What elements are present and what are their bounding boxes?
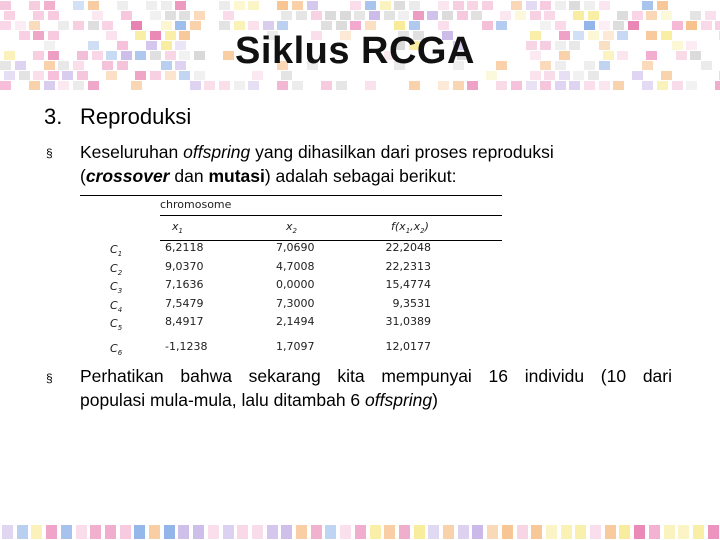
decor-tile xyxy=(414,525,425,539)
decor-tile xyxy=(686,81,697,90)
decor-tile xyxy=(394,21,405,30)
decor-tile xyxy=(384,11,395,20)
decor-tile xyxy=(292,1,303,10)
decor-tile xyxy=(657,1,668,10)
decor-tile xyxy=(190,81,201,90)
decor-tile xyxy=(190,21,201,30)
decor-tile xyxy=(599,81,610,90)
decor-tile xyxy=(15,21,26,30)
decor-tile xyxy=(73,81,84,90)
decor-tile xyxy=(175,1,186,10)
decor-tile xyxy=(555,81,566,90)
header-fitness: $f(x_1,x_2)$ xyxy=(391,220,429,236)
decor-tile xyxy=(646,11,657,20)
decor-tile xyxy=(467,1,478,10)
decor-tile xyxy=(428,525,439,539)
decor-tile xyxy=(605,525,616,539)
table-top-rule xyxy=(80,195,502,196)
decor-tile xyxy=(599,1,610,10)
cell-fitness: 15,4774 xyxy=(385,278,431,292)
footer-decoration xyxy=(0,522,720,540)
decor-tile xyxy=(642,1,653,10)
row-label: $C_3$ xyxy=(110,280,123,296)
decor-tile xyxy=(76,525,87,539)
decor-tile xyxy=(457,11,468,20)
decor-tile xyxy=(219,1,230,10)
decor-tile xyxy=(193,525,204,539)
decor-tile xyxy=(588,11,599,20)
cell-x2: 7,3000 xyxy=(276,296,315,310)
decor-tile xyxy=(0,81,11,90)
cell-fitness: 31,0389 xyxy=(385,315,431,329)
slide-title: Siklus RCGA xyxy=(235,30,475,72)
decor-tile xyxy=(502,525,513,539)
bullet-icon: § xyxy=(46,371,53,385)
decor-tile xyxy=(693,525,704,539)
decor-tile xyxy=(134,525,145,539)
decor-tile xyxy=(398,11,409,20)
decor-tile xyxy=(17,525,28,539)
decor-tile xyxy=(263,21,274,30)
decor-tile xyxy=(642,81,653,90)
decor-tile xyxy=(453,1,464,10)
decor-tile xyxy=(365,21,376,30)
decor-tile xyxy=(350,1,361,10)
decor-tile xyxy=(29,21,40,30)
section-title: Reproduksi xyxy=(80,104,192,129)
cell-x1: 6,2118 xyxy=(165,241,204,254)
decor-tile xyxy=(204,81,215,90)
decor-tile xyxy=(613,81,624,90)
para2-line2: populasi mula-mula, lalu ditambah 6 offspring) xyxy=(80,390,438,410)
decor-tile xyxy=(208,525,219,539)
decor-tile xyxy=(178,525,189,539)
decor-tile xyxy=(33,11,44,20)
decor-tile xyxy=(705,11,716,20)
cell-fitness: 12,0177 xyxy=(385,340,431,353)
decor-tile xyxy=(573,11,584,20)
decor-tile xyxy=(599,21,610,30)
decor-tile xyxy=(526,1,537,10)
decor-tile xyxy=(234,21,245,30)
decor-tile xyxy=(31,525,42,539)
decor-tile xyxy=(311,11,322,20)
decor-tile xyxy=(413,11,424,20)
decor-tile xyxy=(0,21,11,30)
decor-tile xyxy=(544,11,555,20)
section-heading xyxy=(44,104,191,130)
decor-tile xyxy=(29,1,40,10)
decor-tile xyxy=(575,525,586,539)
para1-line2: (crossover dan mutasi) adalah sebagai berikut: xyxy=(80,166,457,186)
decor-tile xyxy=(540,81,551,90)
decor-tile xyxy=(686,21,697,30)
decor-tile xyxy=(380,1,391,10)
decor-tile xyxy=(336,81,347,90)
decor-tile xyxy=(120,525,131,539)
decor-tile xyxy=(223,525,234,539)
decor-tile xyxy=(73,21,84,30)
decor-tile xyxy=(2,525,13,539)
decor-tile xyxy=(234,1,245,10)
decor-tile xyxy=(526,81,537,90)
decor-tile xyxy=(48,11,59,20)
decor-tile xyxy=(438,81,449,90)
bullet-icon: § xyxy=(46,146,53,160)
decor-tile xyxy=(369,11,380,20)
decor-tile xyxy=(321,21,332,30)
decor-tile xyxy=(664,525,675,539)
decor-tile xyxy=(458,525,469,539)
cell-x2: 7,0690 xyxy=(276,241,315,254)
decor-tile xyxy=(584,81,595,90)
decor-tile xyxy=(325,11,336,20)
decor-tile xyxy=(438,21,449,30)
cell-x1: 9,0370 xyxy=(165,259,204,273)
decor-tile xyxy=(569,81,580,90)
decor-tile xyxy=(482,21,493,30)
decor-tile xyxy=(161,1,172,10)
decor-tile xyxy=(482,1,493,10)
decor-tile xyxy=(277,21,288,30)
decor-tile xyxy=(121,11,132,20)
decor-tile xyxy=(467,81,478,90)
decor-tile xyxy=(58,21,69,30)
decor-tile xyxy=(223,11,234,20)
cell-x1: 8,4917 xyxy=(165,315,204,329)
decor-tile xyxy=(165,11,176,20)
decor-tile xyxy=(409,81,420,90)
decor-tile xyxy=(354,11,365,20)
decor-tile xyxy=(311,525,322,539)
decor-tile xyxy=(4,11,15,20)
cell-fitness: 22,2048 xyxy=(385,241,431,254)
decor-tile xyxy=(355,525,366,539)
decor-tile xyxy=(105,525,116,539)
decor-tile xyxy=(194,11,205,20)
decor-tile xyxy=(219,81,230,90)
decor-tile xyxy=(88,1,99,10)
row-label: $C_5$ xyxy=(110,317,123,333)
decor-tile xyxy=(661,11,672,20)
para2-line1: Perhatikan bahwa sekarang kita mempunyai 16 individu (10 dari xyxy=(80,366,672,386)
decor-tile xyxy=(613,21,624,30)
decor-tile xyxy=(88,81,99,90)
decor-tile xyxy=(517,525,528,539)
decor-tile xyxy=(248,21,259,30)
decor-tile xyxy=(555,21,566,30)
decor-tile xyxy=(409,1,420,10)
decor-tile xyxy=(73,1,84,10)
decor-tile xyxy=(619,525,630,539)
decor-tile xyxy=(325,525,336,539)
paragraph-offspring xyxy=(80,140,672,188)
decor-tile xyxy=(487,525,498,539)
decor-tile xyxy=(632,11,643,20)
decor-tile xyxy=(340,525,351,539)
cell-x2: 0,0000 xyxy=(276,278,315,292)
para1-line1: Keseluruhan offspring yang dihasilkan dari proses reproduksi xyxy=(80,142,554,162)
cell-fitness: 22,2313 xyxy=(385,259,431,273)
decor-tile xyxy=(179,11,190,20)
paragraph-individuals xyxy=(80,364,672,412)
decor-tile xyxy=(399,525,410,539)
decor-tile xyxy=(321,81,332,90)
decor-tile xyxy=(307,1,318,10)
decor-tile xyxy=(409,21,420,30)
decor-tile xyxy=(164,525,175,539)
decor-tile xyxy=(29,81,40,90)
decor-tile xyxy=(584,21,595,30)
decor-tile xyxy=(555,1,566,10)
decor-tile xyxy=(394,1,405,10)
decor-tile xyxy=(61,525,72,539)
row-label: $C_6$ xyxy=(110,342,123,358)
decor-tile xyxy=(472,525,483,539)
cell-x1: -1,1238 xyxy=(165,340,208,353)
decor-tile xyxy=(511,81,522,90)
decor-tile xyxy=(281,11,292,20)
decor-tile xyxy=(569,1,580,10)
decor-tile xyxy=(496,81,507,90)
decor-tile xyxy=(281,525,292,539)
decor-tile xyxy=(715,21,720,30)
decor-tile xyxy=(92,11,103,20)
decor-tile xyxy=(443,525,454,539)
cell-fitness: 9,3531 xyxy=(392,296,431,310)
decor-tile xyxy=(442,11,453,20)
decor-tile xyxy=(540,1,551,10)
cell-x2: 4,7008 xyxy=(276,259,315,273)
decor-tile xyxy=(44,81,55,90)
decor-tile xyxy=(496,21,507,30)
decor-tile xyxy=(277,1,288,10)
decor-tile xyxy=(277,81,288,90)
decor-tile xyxy=(46,525,57,539)
decor-tile xyxy=(336,21,347,30)
decor-tile xyxy=(427,11,438,20)
header-x1: $x_1$ xyxy=(172,220,183,236)
decor-tile xyxy=(471,11,482,20)
decor-tile xyxy=(500,11,511,20)
section-number: 3. xyxy=(44,104,63,129)
decor-tile xyxy=(438,1,449,10)
decor-tile xyxy=(175,21,186,30)
decor-tile xyxy=(88,21,99,30)
decor-tile xyxy=(131,81,142,90)
decor-tile xyxy=(617,11,628,20)
row-label: $C_2$ xyxy=(110,261,123,277)
decor-tile xyxy=(0,1,11,10)
cell-x2: 1,7097 xyxy=(276,340,315,353)
decor-tile xyxy=(584,1,595,10)
decor-tile xyxy=(58,81,69,90)
decor-tile xyxy=(590,525,601,539)
decor-tile xyxy=(248,81,259,90)
decor-tile xyxy=(370,525,381,539)
decor-tile xyxy=(149,525,160,539)
decor-tile xyxy=(252,525,263,539)
chromosome-underline xyxy=(160,215,502,216)
decor-tile xyxy=(90,525,101,539)
decor-tile xyxy=(708,525,719,539)
decor-tile xyxy=(267,525,278,539)
decor-tile xyxy=(234,81,245,90)
decor-tile xyxy=(715,81,720,90)
decor-tile xyxy=(649,525,660,539)
decor-tile xyxy=(219,21,230,30)
decor-tile xyxy=(561,525,572,539)
decor-tile xyxy=(634,525,645,539)
decor-tile xyxy=(292,81,303,90)
header-bottom-rule xyxy=(160,240,502,241)
decor-tile xyxy=(540,21,551,30)
decor-tile xyxy=(672,21,683,30)
decor-tile xyxy=(672,81,683,90)
decor-tile xyxy=(365,1,376,10)
decor-tile xyxy=(384,525,395,539)
decor-tile xyxy=(150,11,161,20)
decor-tile xyxy=(296,525,307,539)
decor-tile xyxy=(530,11,541,20)
header-x2: $x_2$ xyxy=(286,220,297,236)
decor-tile xyxy=(690,11,701,20)
decor-tile xyxy=(511,1,522,10)
cell-x1: 7,1636 xyxy=(165,278,204,292)
decor-tile xyxy=(117,1,128,10)
decor-tile xyxy=(628,21,639,30)
decor-tile xyxy=(44,1,55,10)
row-label: $C_1$ xyxy=(110,243,123,259)
decor-tile xyxy=(701,21,712,30)
decor-tile xyxy=(546,525,557,539)
decor-tile xyxy=(161,21,172,30)
chromosome-group-header: chromosome xyxy=(160,198,232,211)
decor-tile xyxy=(350,21,361,30)
decor-tile xyxy=(340,11,351,20)
decor-tile xyxy=(657,81,668,90)
decor-tile xyxy=(531,525,542,539)
decor-tile xyxy=(248,1,259,10)
decor-tile xyxy=(102,21,113,30)
decor-tile xyxy=(237,525,248,539)
cell-x2: 2,1494 xyxy=(276,315,315,329)
decor-tile xyxy=(146,1,157,10)
decor-tile xyxy=(131,21,142,30)
decor-tile xyxy=(296,11,307,20)
row-label: $C_4$ xyxy=(110,298,123,314)
decor-tile xyxy=(678,525,689,539)
decor-tile xyxy=(515,11,526,20)
cell-x1: 7,5479 xyxy=(165,296,204,310)
decor-tile xyxy=(365,81,376,90)
decor-tile xyxy=(453,81,464,90)
